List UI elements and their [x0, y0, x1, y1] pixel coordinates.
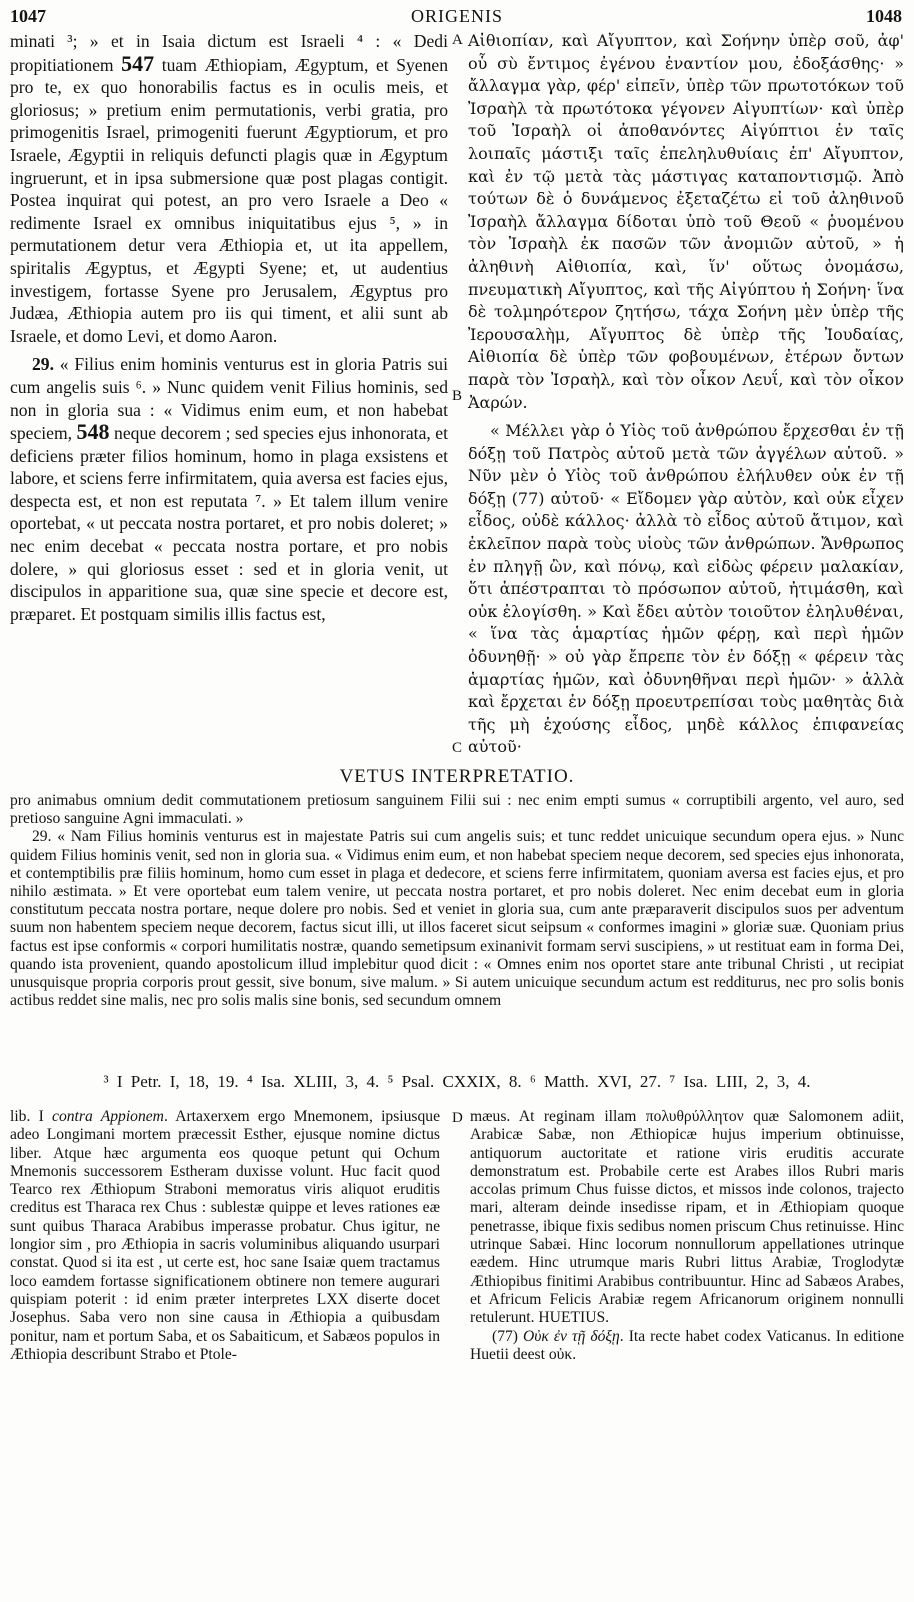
- latin-paragraph-1: [10, 30, 448, 347]
- note-text: . Artaxerxem ergo Mnemonem, ipsiusque adeo Longimani mortem præcessit Esther, ejusque nomine dictus liber. Atque hæc argumenta eos quoque petunt qui Ochum Mnemonis successorem Estheram duxisse volunt. Huc facit quod Tearco rex Æthiopum Straboni memoratus viris aliquot eruditis creditus est Tharaca rex Chus : sublestæ quippe et leves rationes eæ sunt quibus Tharaca Arabibus imperasse probatur. Chus igitur, ne longior sim , pro Æthiopia in sacris voluminibus aliquando usurpari constat. Quod si ita est , ut certe est, hoc sane Isaiæ quem tractamus loco eamdem fortasse significationem obtinere non temere augurari quispiam poterit : id enim præter interpretes LXX diserte docet Josephus. Saba vero non sine causa in Æthiopia a quibusdam ponitur, nam et portum Saba, et os Sabaiticum, et Sabæos populos in Æthiopia describunt Strabo et Ptole-: [10, 1108, 440, 1363]
- note-text-right: [470, 1108, 904, 1328]
- section-number: 29.: [32, 354, 54, 375]
- greek-column-top: [468, 30, 904, 759]
- margin-letter-c: C: [452, 740, 463, 756]
- note-text: mæus. At reginam illam πολυθρύλλητον quæ Salomonem adiit, Arabicæ Sabæ, non Æthiopicæ hujus imperium obtinuisse, antiquorum auctoritate et ratione viris eruditis accurate demonstratum est. Probabile certe est Arabes illos Rubri maris accolas primum Chus fuisse dictos, et missos inde colonos, trajecto mari, alteram deinde insedisse ripam, et in Æthiopiam quoque penetrasse, ibique fixis sedibus nomen priscum Chus retinuisse. Hinc utrinque Sabæi. Hinc locorum nonnullorum appellationes utrinque eædem. Hinc utrumque maris Rubri littus Arabiæ, Troglodytæ Æthiopibus finitimi Arabibus contribuuntur. Hinc ad Sabæos Arabes, et Africum Felicis Arabiæ regem Africanorum originem nonnulli retulerunt.: [470, 1108, 904, 1327]
- greek-paragraph-2: « Μέλλει γὰρ ὁ Υἱὸς τοῦ ἀνθρώπου ἔρχεσθαι ἐν τῇ δόξῃ τοῦ Πατρὸς αὐτοῦ μετὰ τῶν ἀγγέλων αὐτοῦ. » Νῦν μὲν ὁ Υἱὸς τοῦ ἀνθρώπου ἐλήλυθεν οὐκ ἐν τῇ δόξῃ (77) αὐτοῦ· « Εἴδομεν γὰρ αὐτὸν, καὶ οὐκ εἶχεν εἶδος, οὐδὲ κάλλος· ἀλλὰ τὸ εἶδος αὐτοῦ ἄτιμον, καὶ ἐκλεῖπον παρὰ τοὺς υἱοὺς τῶν ἀνθρώπων. Ἄνθρωπος ἐν πληγῇ ὢν, καὶ πόνῳ, καὶ εἰδὼς φέρειν μαλακίαν, ὅτι ἀπέστραπται τὸ πρόσωπον αὐτοῦ, ἠτιμάσθη, καὶ οὐκ ἐλογίσθη. » Καὶ ἔδει αὐτὸν τοιοῦτον ἐληλυθέναι, « ἵνα τὰς ἁμαρτίας ἡμῶν φέρῃ, καὶ περὶ ἡμῶν ὀδυνηθῇ· » οὐ γὰρ ἔπρεπε τὸν ἐν δόξῃ « φέρειν τὰς ἁμαρτίας ἡμῶν, καὶ ὀδυνηθῆναι περὶ ἡμῶν· » ἀλλὰ καὶ ἔρχεται ἐν δόξῃ προευτρεπίσαι τοὺς μαθητὰς διὰ τῆς μὴ ἐχούσης εἶδος, μηδὲ κάλλος ἐπιφανείας αὐτοῦ·: [468, 421, 904, 757]
- work-title: contra Appionem: [52, 1108, 164, 1125]
- latin-paragraph-29: [10, 353, 448, 625]
- margin-letter-d: D: [452, 1110, 463, 1126]
- notes-column-right: [470, 1108, 904, 1364]
- note-text: lib. I: [10, 1108, 53, 1125]
- note-signature: HUETIUS.: [538, 1309, 610, 1327]
- latin-column-top: [10, 30, 448, 625]
- vetus-paragraph-29: 29. « Nam Filius hominis venturus est in majestate Patris sui cum angelis suis; et tunc reddet unicuique secundum opera ejus. » Nunc quidem Filius hominis venit, sed non in gloria sua. « Vidimus enim eum, et non habebat speciem neque decorem, sed species ejus inhonorata, et contemptibilis præ filiis hominum, homo cum esset in plaga et dedecore, et sciens ferre infirmitatem, quoniam aversa est facies ejus, et pro nihilo æstimata. » Et vere oportebat eum talem venire, ut peccata nostra portaret, et pro nobis doleret. Nec enim decebat eum in gloria constitutum peccata nostra portare, neque dolere pro nobis. Sed et veniet in gloria sua, cum ante præparaverit discipulos suos per adventum suum non habentem speciem neque decorem, factus sicut illi, ut illos faceret sicut seipsum « conformes imagini » gloriæ suæ. Quoniam prius factus est ipse conformis « corpori humilitatis nostræ, quando semetipsum exinanivit formam servi suscipiens, » ut restituat eam in forma Dei, quando ista provenient, quando apostolicum illud implebitur quod dicit : « Omnes enim nos oportet stare ante tribunal Christi , ut recipiat unusquisque propria corporis prout gessit, sive bonum, sive malum. » Si autem unicuique secundum actum est redditurus, nec pro solis bonis actibus reddet sine malis, nec pro solis malis sine bonis, sed secundum omnem: [10, 828, 904, 1010]
- note-text: . Ita recte habet codex Vaticanus. In editione Huetii deest οὐκ.: [470, 1327, 904, 1363]
- latin-text: neque decorem ; sed species ejus inhonorata, et deficiens præter filios hominum, homo in plaga exsistens et labore, et sciens ferre infirmitatem, quia aversa est facies ejus, despecta est, et non est reputata ⁷. » Et talem illum venire oportebat, « ut peccata nostra portaret, et pro nobis doleret; » nec enim decebat « peccata nostra portare, et pro nobis dolere, » qui gloriosus esset : sed et in gloria venit, ut discipulos in apparitione sua, quæ sine specie et decore est, præparet. Et postquam similis illis factus est,: [10, 423, 448, 624]
- note-lemma: Οὐκ ἐν τῇ δόξῃ: [523, 1327, 620, 1345]
- left-page-number: 1047: [10, 6, 46, 26]
- right-page-number: 1048: [866, 6, 902, 26]
- page-header: [0, 4, 914, 28]
- latin-text: minati ³; » et in Isaia dictum est Israeli ⁴ : « Dedi propitiationem: [10, 31, 448, 75]
- notes-column-left: [10, 1108, 440, 1364]
- note-text-left: [10, 1108, 440, 1364]
- column-number-547: 547: [121, 50, 155, 76]
- vetus-interpretatio-heading: VETUS INTERPRETATIO.: [339, 766, 575, 787]
- note-77: [470, 1328, 904, 1365]
- note-number: (77): [492, 1327, 523, 1345]
- latin-text: tuam Æthiopiam, Ægyptum, et Syenen pro te, ex quo honorabilis factus es in oculis meis, et gloriosus; » pretium enim permutationis, verbi gratia, pro primogenitis Israel, primogeniti fuerunt Ægyptiorum, et pro Israele, Ægyptii in reliquis defuncti plagis quæ in Ægyptum ingruerunt, et in ipsa submersione quæ post plagas contigit. Postea inquirat qui potest, an pro vero Israele a Deo « redimente Israel ex omnibus iniquitatibus ejus ⁵, » in permutationem detur vera Æthiopia et, ut ita appellem, spiritalis Ægyptus, et Ægypti Syene; et, ut audentius investigem, fortasse Syene pro Jerusalem, Ægyptus pro Judæa, Æthiopia autem pro iis qui timent, et alii sunt ab Israele, et domo Levi, et domo Aaron.: [10, 54, 448, 346]
- vetus-paragraph-1: pro animabus omnium dedit commutationem pretiosum sanguinem Filii sui : nec enim empti sumus « corruptibili argento, vel auro, sed pretioso sanguine Agni immaculati. »: [10, 792, 904, 828]
- margin-letter-a: A: [452, 32, 463, 48]
- greek-paragraph-1: Αἰθιοπίαν, καὶ Αἴγυπτον, καὶ Σοήνην ὑπὲρ σοῦ, ἀφ' οὗ σὺ ἔντιμος ἐγένου ἐναντίον μου, ἐδοξάσθης· » ἄλλαγμα γὰρ, φέρ' εἰπεῖν, ὑπὲρ τῶν πρωτοτόκων τοῦ Ἰσραὴλ τὰ πρωτότοκα γέγονεν Αἰγυπτίων· καὶ ὑπὲρ τοῦ Ἰσραὴλ οἱ ἀποθανόντες Αἰγύπτιοι ἐν ταῖς λοιπαῖς μάστιξι ταῖς ἐπεληλυθυίαις ἐπ' Αἴγυπτον, καὶ ἐν τῷ μετὰ τὰς μάστιγας καταποντισμῷ. Ἀπὸ τούτων δὲ ὁ δυνάμενος ἐξεταζέτω εἰ τοῦ ἀληθινοῦ Ἰσραὴλ ἄλλαγμα δίδοται ὑπὸ τοῦ Θεοῦ « ῥυομένου τὸν Ἰσραὴλ ἐκ πασῶν τῶν ἀνομιῶν αὐτοῦ, » ἡ ἀληθινὴ Αἰθιοπία, καὶ, ἵν' οὕτως ὀνομάσω, πνευματικὴ Αἴγυπτος, καὶ τῆς Αἰγύπτου ἡ Σοήνη· ἵνα δὲ τολμηρότερον ζητήσω, τάχα Σοήνη μὲν ὑπὲρ τῆς Ἰερουσαλὴμ, Αἴγυπτος δὲ ὑπὲρ τῆς Ἰουδαίας, Αἰθιοπία δὲ ὑπὲρ τῶν φοβουμένων, ἑτέρων ὄντων παρὰ τὸν Ἰσραὴλ, καὶ τὸν οἶκον Λευΐ, καὶ τὸν οἶκον Ἀαρών.: [468, 31, 904, 412]
- column-number-548: 548: [76, 419, 110, 445]
- margin-letter-b: B: [452, 388, 463, 404]
- vetus-interpretatio-text: [10, 792, 904, 1010]
- latin-text: « Filius enim hominis venturus est in gloria Patris sui cum angelis suis ⁶. » Nunc quidem venit Filius hominis, sed non in gloria sua : « Vidimus enim eum, et non habebat speciem,: [10, 354, 448, 444]
- scripture-footnotes: ³ I Petr. I, 18, 19. ⁴ Isa. XLIII, 3, 4. ⁵ Psal. CXXIX, 8. ⁶ Matth. XVI, 27. ⁷ Isa. LIII, 2, 3, 4.: [103, 1072, 811, 1091]
- running-title: ORIGENIS: [411, 6, 503, 26]
